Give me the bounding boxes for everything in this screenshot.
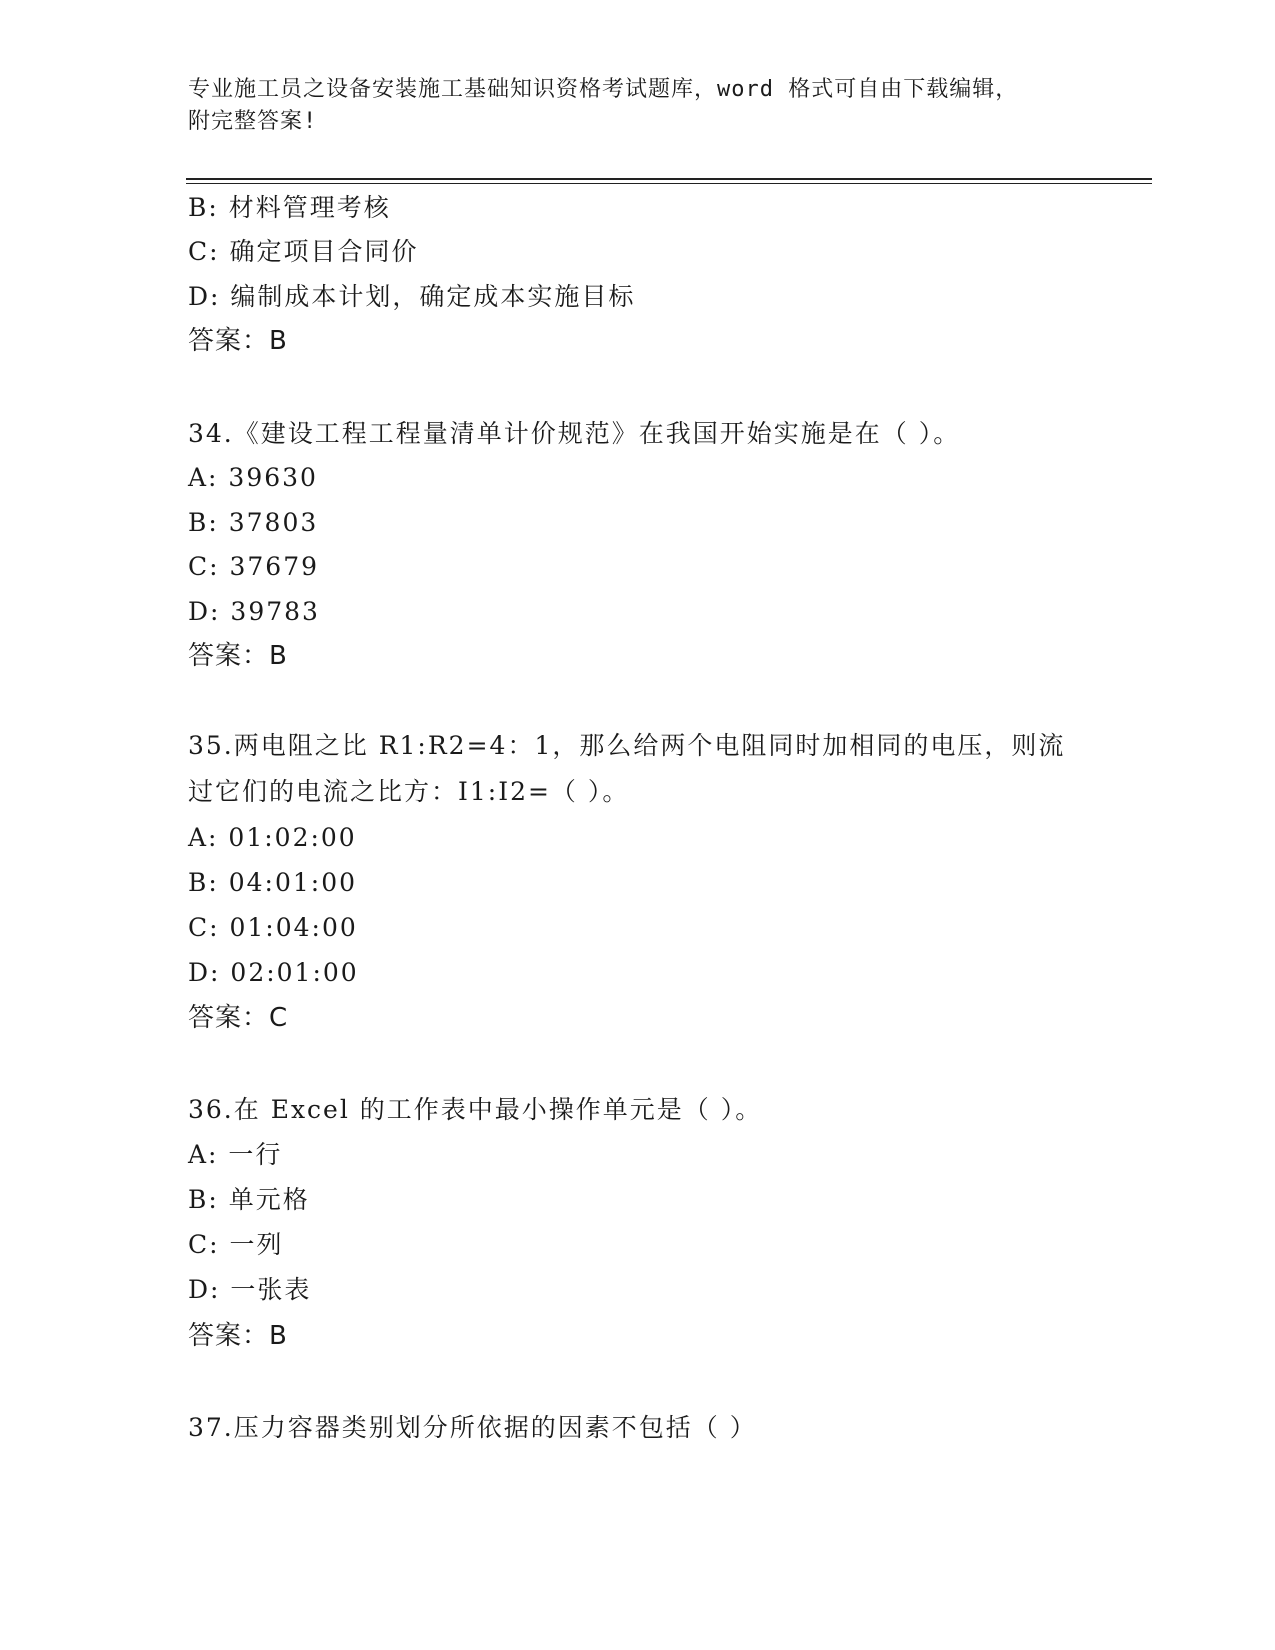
header-divider-bottom — [186, 183, 1152, 184]
q34-option-d: D: 39783 — [188, 597, 320, 626]
header-line-2: 附完整答案! — [188, 109, 318, 134]
q35-option-a: A: 01:02:00 — [188, 823, 357, 852]
q35-option-b: B: 04:01:00 — [188, 868, 358, 897]
q36-answer: 答案：B — [188, 1321, 288, 1351]
q35-stem-line-2: 过它们的电流之比方：I1:I2=（ ）。 — [188, 777, 630, 806]
q35-option-c: C: 01:04:00 — [188, 913, 358, 942]
page-header — [188, 74, 1088, 138]
q36-option-d: D: 一张表 — [188, 1275, 312, 1304]
q34-option-b: B: 37803 — [188, 508, 319, 537]
q35-option-d: D: 02:01:00 — [188, 958, 359, 987]
q34-stem: 34.《建设工程工程量清单计价规范》在我国开始实施是在（ ）。 — [188, 419, 961, 448]
q36-option-c: C: 一列 — [188, 1230, 284, 1259]
q35-answer: 答案：C — [188, 1003, 289, 1033]
q34-answer: 答案：B — [188, 641, 288, 671]
q33-option-c: C: 确定项目合同价 — [188, 237, 419, 266]
q37-stem: 37.压力容器类别划分所依据的因素不包括（ ） — [188, 1413, 757, 1442]
q33-answer: 答案：B — [188, 326, 288, 356]
q34-option-c: C: 37679 — [188, 552, 320, 581]
q33-option-b: B: 材料管理考核 — [188, 193, 391, 222]
header-divider-top — [186, 178, 1152, 180]
q35-stem-line-1: 35.两电阻之比 R1:R2=4：1，那么给两个电阻同时加相同的电压，则流 — [188, 731, 1066, 760]
q36-option-a: A: 一行 — [188, 1140, 283, 1169]
q36-option-b: B: 单元格 — [188, 1185, 310, 1214]
q33-option-d: D: 编制成本计划，确定成本实施目标 — [188, 282, 636, 311]
q34-option-a: A: 39630 — [188, 463, 318, 492]
q36-stem: 36.在 Excel 的工作表中最小操作单元是（ ）。 — [188, 1095, 763, 1124]
header-line-1: 专业施工员之设备安装施工基础知识资格考试题库，word 格式可自由下载编辑， — [188, 77, 1019, 102]
